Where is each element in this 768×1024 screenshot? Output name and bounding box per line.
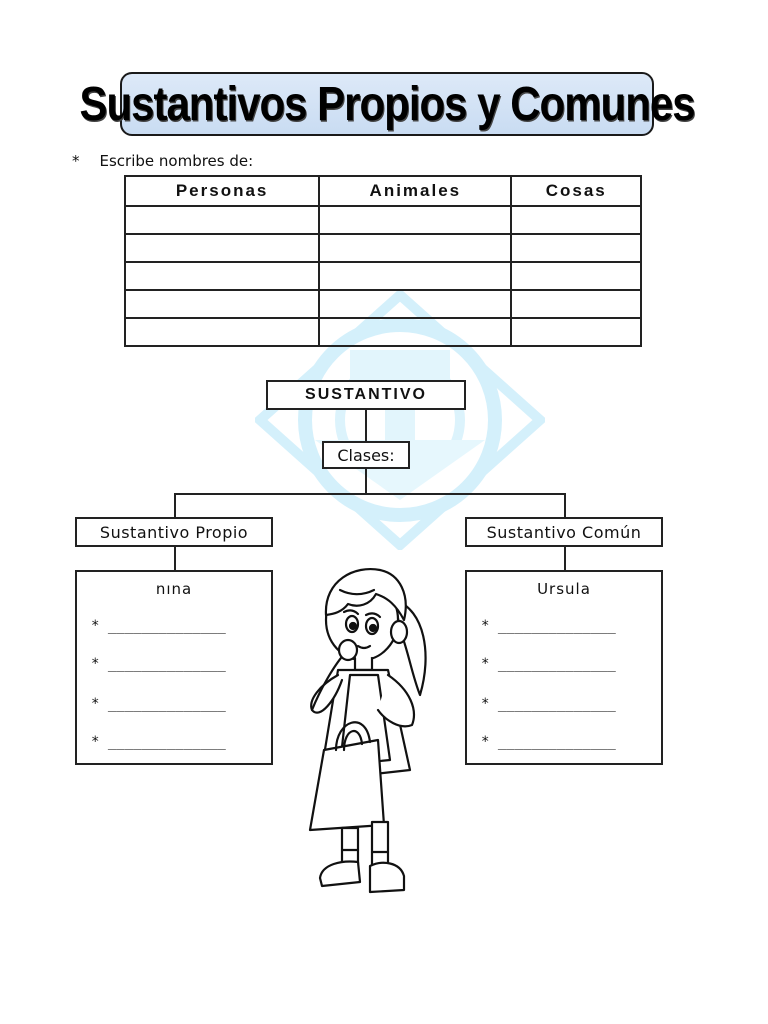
table-cell[interactable] — [319, 234, 511, 262]
sustantivo-comun-box: Sustantivo Común — [465, 517, 663, 547]
table-cell[interactable] — [319, 206, 511, 234]
connector-horizontal — [174, 493, 566, 495]
header-animales: Animales — [319, 176, 511, 206]
table-cell[interactable] — [125, 206, 319, 234]
table-cell[interactable] — [125, 234, 319, 262]
table-row — [125, 206, 641, 234]
table-cell[interactable] — [319, 262, 511, 290]
header-personas: Personas — [125, 176, 319, 206]
answer-line[interactable]: * ______________ — [91, 656, 226, 672]
instruction-bullet: * — [72, 152, 80, 170]
instruction — [72, 152, 253, 170]
table-cell[interactable] — [125, 290, 319, 318]
table-cell[interactable] — [319, 318, 511, 346]
table-cell[interactable] — [125, 262, 319, 290]
table-row — [125, 234, 641, 262]
table-cell[interactable] — [511, 234, 641, 262]
table-row — [125, 318, 641, 346]
connector-classes-down — [365, 469, 367, 494]
connector-right-down — [564, 493, 566, 517]
answer-line[interactable]: * ______________ — [91, 696, 226, 712]
propio-list-box — [75, 570, 273, 765]
page-title: Sustantivos Propios y Comunes — [79, 76, 695, 131]
propio-example: nına — [155, 580, 193, 598]
sustantivo-box: SUSTANTIVO — [266, 380, 466, 410]
answer-line[interactable]: * ______________ — [91, 618, 226, 634]
table-row — [125, 290, 641, 318]
clases-box: Clases: — [322, 441, 410, 469]
connector-right-list — [564, 547, 566, 570]
connector-left-down — [174, 493, 176, 517]
table-cell[interactable] — [511, 262, 641, 290]
table-cell[interactable] — [125, 318, 319, 346]
instruction-text: Escribe nombres de: — [99, 152, 254, 170]
sustantivo-propio-box: Sustantivo Propio — [75, 517, 273, 547]
connector-left-list — [174, 547, 176, 570]
comun-example: Ursula — [537, 580, 591, 598]
answer-line[interactable]: * ______________ — [481, 618, 616, 634]
answer-line[interactable]: * ______________ — [481, 696, 616, 712]
answer-line[interactable]: * ______________ — [91, 734, 226, 750]
table-row — [125, 262, 641, 290]
names-table — [124, 175, 642, 347]
table-cell[interactable] — [511, 206, 641, 234]
answer-line[interactable]: * ______________ — [481, 734, 616, 750]
table-cell[interactable] — [511, 290, 641, 318]
table-header-row — [125, 176, 641, 206]
girl-thinking-illustration-icon — [300, 560, 440, 900]
connector-root-classes — [365, 410, 367, 441]
answer-line[interactable]: * ______________ — [481, 656, 616, 672]
table-cell[interactable] — [319, 290, 511, 318]
table-cell[interactable] — [511, 318, 641, 346]
header-cosas: Cosas — [511, 176, 641, 206]
comun-list-box — [465, 570, 663, 765]
title-banner — [79, 72, 695, 136]
